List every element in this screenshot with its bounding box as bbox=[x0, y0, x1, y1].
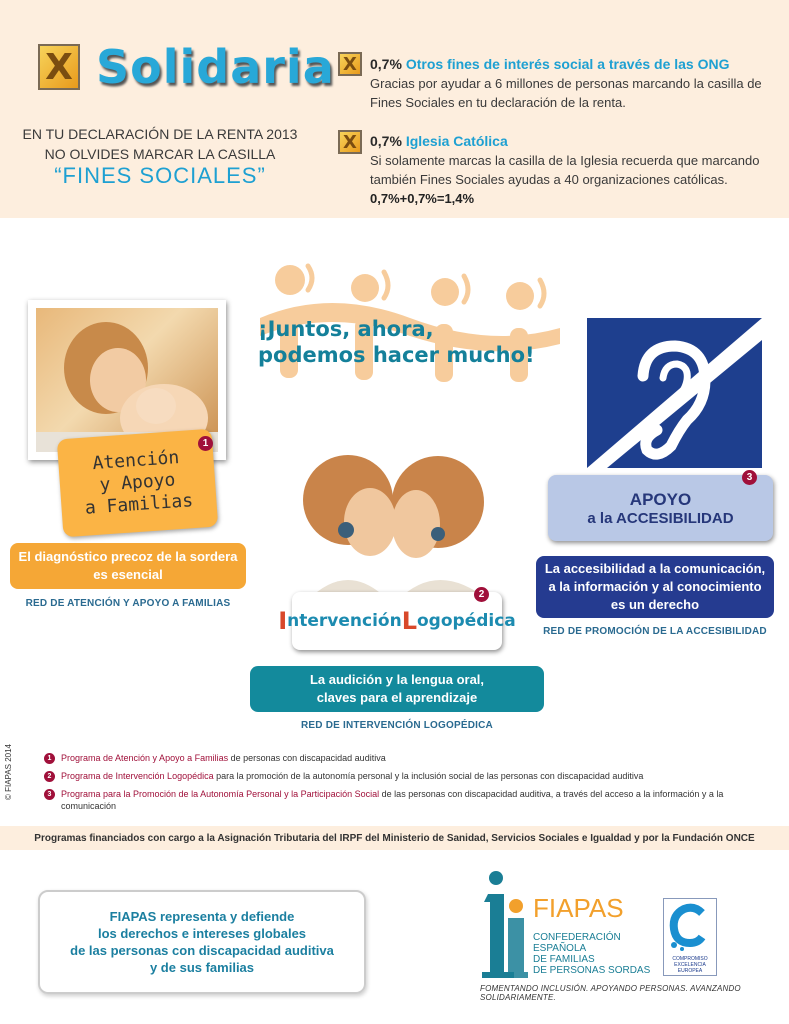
funding-note bbox=[0, 826, 789, 850]
reminder-line-2: NO OLVIDES MARCAR LA CASILLA bbox=[44, 146, 276, 162]
fiapas-mission-box bbox=[38, 890, 366, 994]
tag-word: ogopédica bbox=[417, 611, 516, 631]
reminder-line-1: EN TU DECLARACIÓN DE LA RENTA 2013 bbox=[22, 126, 298, 142]
reminder-line-3: “FINES SOCIALES” bbox=[54, 163, 266, 188]
pill-line: claves para el aprendizaje bbox=[316, 690, 478, 705]
seal-caption bbox=[665, 956, 715, 974]
option-text: Si solamente marcas la casilla de la Iglesia recuerda que marcando también Fines Sociales ayudas a 40 organizaciones católicas. bbox=[370, 153, 760, 187]
tag-initial: L bbox=[401, 607, 417, 635]
brand-title: Solidaria bbox=[96, 40, 335, 94]
pill-line: La audición y la lengua oral, bbox=[309, 672, 485, 687]
fiapas-logo-icon bbox=[480, 868, 530, 980]
funding-text: Programas financiados con cargo a la Asignación Tributaria del bbox=[34, 832, 337, 844]
program-name: Programa para la Promoción de la Autonomía Personal y la Participación Social bbox=[61, 789, 380, 799]
tag-line: Atención bbox=[91, 447, 180, 475]
pill-line: es esencial bbox=[93, 567, 163, 582]
seal-caption-line: EXCELENCIA bbox=[674, 962, 706, 968]
checkbox-x-icon: X bbox=[38, 44, 80, 90]
quality-c-icon bbox=[664, 899, 716, 955]
seal-caption-line: EUROPEA bbox=[677, 968, 703, 974]
program-name: Programa de Atención y Apoyo a Familias bbox=[61, 753, 229, 763]
funding-text: del Ministerio de Sanidad, Servicios Sociales e Igualdad y por la Fundación ONCE bbox=[365, 832, 755, 844]
slogan-line-1: ¡Juntos, ahora, bbox=[258, 317, 434, 341]
slogan-line-2: podemos hacer mucho! bbox=[258, 343, 535, 367]
tag-line: a Familias bbox=[84, 490, 194, 519]
renta-reminder bbox=[10, 124, 310, 186]
programs-list bbox=[44, 752, 764, 818]
option-heading bbox=[370, 55, 770, 74]
program-number-badge: 1 bbox=[198, 436, 213, 451]
checkbox-x-icon: X bbox=[338, 130, 362, 154]
program-tag-accesibilidad bbox=[548, 475, 773, 541]
option-iglesia bbox=[370, 132, 770, 208]
slogan bbox=[258, 316, 588, 368]
program-name: Programa de Intervención Logopédica bbox=[61, 771, 214, 781]
tag-initial: I bbox=[278, 607, 288, 635]
option-percent: 0,7% bbox=[370, 56, 402, 72]
tag-word: ntervención bbox=[287, 611, 402, 631]
option-percent: 0,7% bbox=[370, 133, 402, 149]
message-diagnostico bbox=[10, 543, 246, 589]
program-description: para la promoción de la autonomía personal y la inclusión social de las personas con discapacidad auditiva bbox=[213, 771, 644, 781]
program-tag-logopedica bbox=[278, 592, 516, 650]
program-number-badge: 3 bbox=[742, 470, 757, 485]
option-ong bbox=[370, 55, 770, 112]
mission-line: de las personas con discapacidad auditiva bbox=[70, 943, 334, 958]
tag-line: a la ACCESIBILIDAD bbox=[587, 509, 734, 527]
network-label: RED DE ATENCIÓN Y APOYO A FAMILIAS bbox=[25, 598, 231, 609]
percent-formula: 0,7%+0,7%=1,4% bbox=[370, 191, 475, 206]
ear-icon bbox=[587, 318, 762, 468]
fullname-line: DE PERSONAS SORDAS bbox=[533, 965, 651, 976]
list-item bbox=[44, 788, 764, 812]
list-item bbox=[44, 752, 764, 764]
fullname-line: DE FAMILIAS bbox=[533, 954, 595, 965]
network-label: RED DE PROMOCIÓN DE LA ACCESIBILIDAD bbox=[543, 626, 767, 637]
program-description: de las personas con discapacidad auditiva, a través del acceso a la información y a la comunicación bbox=[61, 789, 724, 811]
pill-line: El diagnóstico precoz de la sordera bbox=[18, 549, 238, 564]
pill-line: La accesibilidad a la comunicación, bbox=[544, 561, 766, 576]
program-number-badge: 2 bbox=[44, 771, 55, 782]
option-text: Gracias por ayudar a 6 millones de personas marcando la casilla de Fines Sociales en tu declaración de la renta. bbox=[370, 76, 762, 110]
fiapas-fullname bbox=[533, 932, 683, 976]
program-number-badge: 2 bbox=[474, 587, 489, 602]
mission-line: FIAPAS representa y defiende bbox=[109, 909, 295, 924]
seal-caption-line: COMPROMISO bbox=[672, 956, 708, 962]
mission-line: los derechos e intereses globales bbox=[97, 926, 307, 941]
option-heading bbox=[370, 132, 770, 151]
funding-irpf: IRPF bbox=[339, 832, 363, 844]
message-audicion bbox=[250, 666, 544, 712]
program-number-badge: 1 bbox=[44, 753, 55, 764]
tag-line: y Apoyo bbox=[98, 469, 177, 496]
option-title: Otros fines de interés social a través de las ONG bbox=[405, 56, 730, 72]
checkbox-x-icon: X bbox=[338, 52, 362, 76]
list-item bbox=[44, 770, 764, 782]
option-title: Iglesia Católica bbox=[405, 133, 508, 149]
two-children-photo bbox=[288, 430, 498, 600]
mission-line: y de sus familias bbox=[149, 960, 255, 975]
fiapas-wordmark: FIAPAS bbox=[533, 893, 624, 923]
fiapas-tagline: FOMENTANDO INCLUSIÓN. APOYANDO PERSONAS. AVANZANDO SOLIDARIAMENTE. bbox=[480, 984, 741, 1002]
fullname-line: ESPAÑOLA bbox=[533, 943, 587, 954]
message-accesibilidad bbox=[536, 556, 774, 618]
program-tag-atencion bbox=[57, 429, 218, 538]
pill-line: es un derecho bbox=[610, 597, 700, 612]
fullname-line: CONFEDERACIÓN bbox=[533, 932, 621, 943]
program-number-badge: 3 bbox=[44, 789, 55, 800]
pill-line: a la información y al conocimiento bbox=[548, 579, 762, 594]
network-label: RED DE INTERVENCIÓN LOGOPÉDICA bbox=[301, 720, 493, 731]
copyright-notice: © FIAPAS 2014 bbox=[4, 744, 13, 800]
program-description: de personas con discapacidad auditiva bbox=[228, 753, 386, 763]
accessibility-ear-sign bbox=[587, 318, 762, 468]
tag-line: APOYO bbox=[629, 489, 692, 509]
